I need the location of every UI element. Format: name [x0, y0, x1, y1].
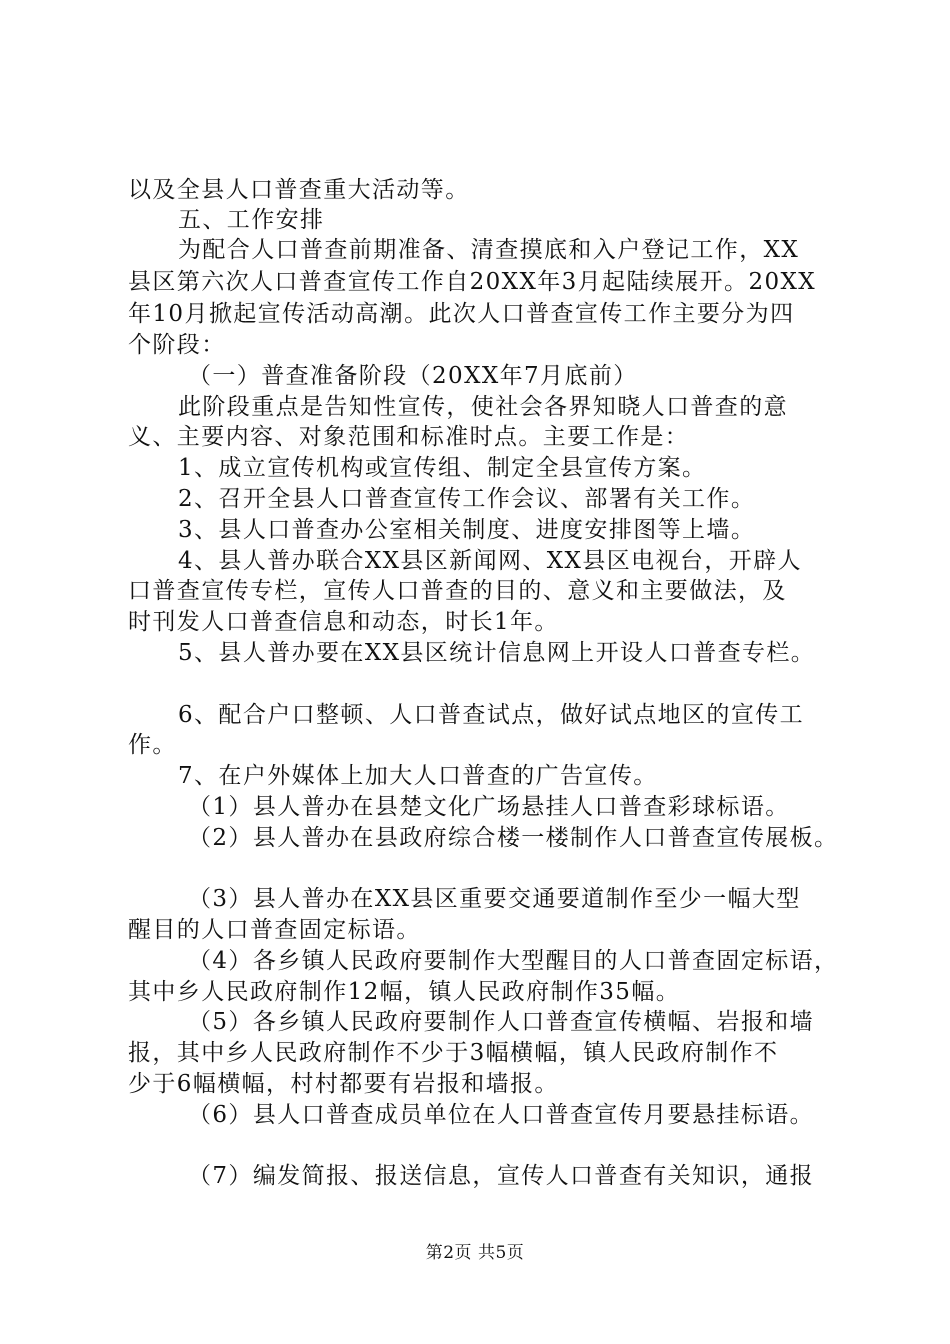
list-item: （7）编发简报、报送信息，宣传人口普查有关知识，通报 — [188, 1163, 815, 1189]
list-item: 3、县人口普查办公室相关制度、进度安排图等上墙。 — [178, 517, 756, 543]
page-footer — [0, 1242, 950, 1264]
list-item: （4）各乡镇人民政府要制作大型醒目的人口普查固定标语， — [188, 948, 839, 974]
text-line: 作。 — [128, 732, 177, 758]
text-line: 少于6幅横幅，村村都要有岩报和墙报。 — [128, 1071, 559, 1097]
subsection-heading: （一）普查准备阶段（20XX年7月底前） — [188, 363, 638, 389]
list-item: 2、召开全县人口普查宣传工作会议、部署有关工作。 — [178, 486, 756, 512]
list-item: 6、配合户口整顿、人口普查试点，做好试点地区的宣传工 — [178, 702, 805, 728]
text-line: 其中乡人民政府制作12幅，镇人民政府制作35幅。 — [128, 979, 681, 1005]
text-line: 报，其中乡人民政府制作不少于3幅横幅，镇人民政府制作不 — [128, 1040, 779, 1066]
text-line: 此阶段重点是告知性宣传，使社会各界知晓人口普查的意 — [178, 394, 788, 420]
text-line: 以及全县人口普查重大活动等。 — [128, 177, 470, 203]
list-item: （1）县人普办在县楚文化广场悬挂人口普查彩球标语。 — [188, 794, 790, 820]
list-item: （5）各乡镇人民政府要制作人口普查宣传横幅、岩报和墙 — [188, 1009, 815, 1035]
list-item: （2）县人普办在县政府综合楼一楼制作人口普查宣传展板。 — [188, 825, 839, 851]
list-item: 7、在户外媒体上加大人口普查的广告宣传。 — [178, 763, 658, 789]
text-line: 醒目的人口普查固定标语。 — [128, 917, 421, 943]
list-item: （6）县人口普查成员单位在人口普查宣传月要悬挂标语。 — [188, 1102, 815, 1128]
section-heading: 五、工作安排 — [178, 207, 325, 233]
list-item: 5、县人普办要在XX县区统计信息网上开设人口普查专栏。 — [178, 640, 816, 666]
list-item: 4、县人普办联合XX县区新闻网、XX县区电视台，开辟人 — [178, 548, 802, 574]
text-line: 时刊发人口普查信息和动态，时长1年。 — [128, 609, 559, 635]
list-item: （3）县人普办在XX县区重要交通要道制作至少一幅大型 — [188, 886, 801, 912]
text-line: 县区第六次人口普查宣传工作自20XX年3月起陆续展开。20XX — [128, 269, 817, 295]
text-line: 个阶段： — [128, 332, 226, 358]
text-line: 年10月掀起宣传活动高潮。此次人口普查宣传工作主要分为四 — [128, 301, 795, 327]
page-number: 第2页 共5页 — [425, 1243, 525, 1263]
list-item: 1、成立宣传机构或宣传组、制定全县宣传方案。 — [178, 455, 707, 481]
text-line: 口普查宣传专栏，宣传人口普查的目的、意义和主要做法，及 — [128, 578, 787, 604]
text-line: 为配合人口普查前期准备、清查摸底和入户登记工作，XX — [178, 237, 800, 263]
text-line: 义、主要内容、对象范围和标准时点。主要工作是： — [128, 424, 690, 450]
